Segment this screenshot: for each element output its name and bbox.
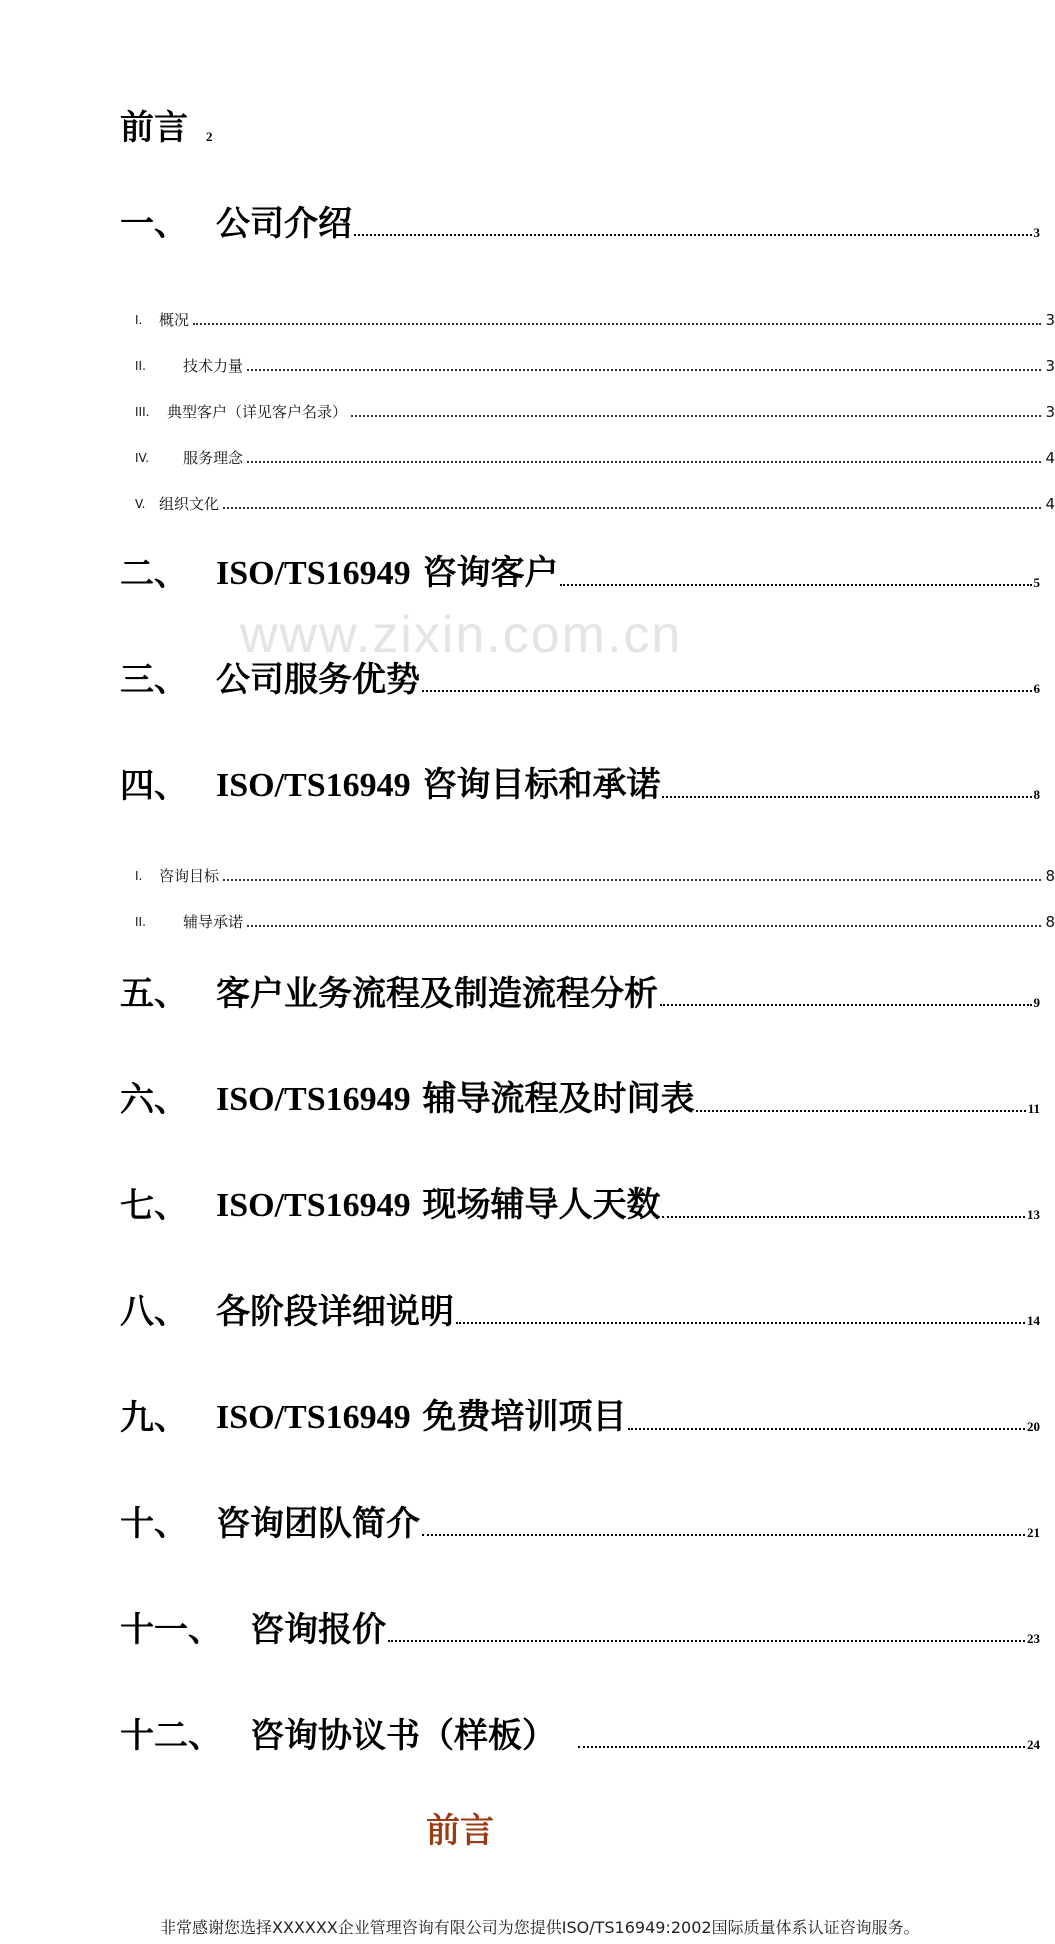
toc-section-number: 九、 xyxy=(120,1398,188,1438)
toc-entry-section-9[interactable] xyxy=(120,1390,1040,1438)
toc-title-cjk: 免费培训项目 xyxy=(422,1397,627,1437)
toc-page-number: 23 xyxy=(1027,1631,1040,1646)
toc-entry-section-3[interactable] xyxy=(120,652,1040,700)
watermark: www.zixin.com.cn xyxy=(240,606,683,664)
toc-section-number: 一、 xyxy=(120,204,188,244)
toc-entry-section-6[interactable] xyxy=(120,1072,1040,1120)
toc-subentry[interactable] xyxy=(135,400,1055,422)
toc-section-title xyxy=(216,1397,626,1438)
toc-subentry-title: 技术力量 xyxy=(183,357,244,375)
toc-section-number: 五、 xyxy=(120,974,188,1014)
toc-page-number: 3 xyxy=(1045,403,1055,421)
roman-numeral: V. xyxy=(135,497,146,511)
toc-section-title xyxy=(216,553,558,594)
toc-entry-section-4[interactable] xyxy=(120,758,1040,806)
roman-numeral: I. xyxy=(135,869,143,883)
preface-heading: 前言 xyxy=(426,1811,494,1851)
dot-leader xyxy=(351,415,1041,417)
dot-leader xyxy=(696,1110,1025,1112)
toc-entry-section-8[interactable] xyxy=(120,1284,1040,1332)
toc-section-title: 咨询报价 xyxy=(250,1610,386,1650)
toc-section-title: 咨询团队简介 xyxy=(216,1504,420,1544)
toc-page-number: 5 xyxy=(1033,575,1040,590)
dot-leader xyxy=(628,1428,1025,1430)
roman-numeral: II. xyxy=(135,359,146,373)
toc-page-number: 3 xyxy=(1045,357,1055,375)
toc-subentry[interactable] xyxy=(135,354,1055,376)
dot-leader xyxy=(660,1004,1032,1006)
toc-entry-section-5[interactable] xyxy=(120,966,1040,1014)
toc-page-number: 4 xyxy=(1045,495,1055,513)
toc-subentry-title: 辅导承诺 xyxy=(183,913,244,931)
toc-entry-preface[interactable] xyxy=(120,100,1040,148)
toc-page-number: 21 xyxy=(1027,1525,1040,1540)
dot-leader xyxy=(193,323,1041,325)
dot-leader xyxy=(422,690,1032,692)
toc-entry-title: 前言 xyxy=(120,108,188,148)
roman-numeral: IV. xyxy=(135,451,150,465)
dot-leader xyxy=(223,879,1041,881)
toc-section-number: 七、 xyxy=(120,1186,188,1226)
roman-numeral: III. xyxy=(135,405,150,419)
toc-title-cjk: 现场辅导人天数 xyxy=(422,1185,661,1225)
dot-leader xyxy=(247,461,1041,463)
dot-leader xyxy=(662,1216,1025,1218)
toc-title-cjk: 咨询目标和承诺 xyxy=(422,765,661,805)
toc-entry-section-7[interactable] xyxy=(120,1178,1040,1226)
toc-entry-section-2[interactable] xyxy=(120,546,1040,594)
toc-section-number: 六、 xyxy=(120,1080,188,1120)
toc-title-cjk: 咨询客户 xyxy=(422,553,559,593)
dot-leader xyxy=(456,1322,1025,1324)
toc-entry-section-11[interactable] xyxy=(120,1602,1040,1650)
toc-title-latin: ISO/TS16949 xyxy=(216,1187,411,1224)
toc-section-title: 公司介绍 xyxy=(216,204,352,244)
dot-leader xyxy=(578,1746,1025,1748)
toc-page-number: 8 xyxy=(1033,787,1040,802)
toc-title-latin: ISO/TS16949 xyxy=(216,767,411,804)
dot-leader xyxy=(247,925,1041,927)
toc-section-number: 十一、 xyxy=(120,1610,222,1650)
toc-subentry[interactable] xyxy=(135,308,1055,330)
dot-leader xyxy=(354,234,1032,236)
toc-subentry[interactable] xyxy=(135,910,1055,932)
toc-title-latin: ISO/TS16949 xyxy=(216,1399,411,1436)
toc-section-number: 四、 xyxy=(120,766,188,806)
dot-leader xyxy=(560,584,1031,586)
toc-title-latin: ISO/TS16949 xyxy=(216,1081,411,1118)
toc-page-number: 3 xyxy=(1045,311,1055,329)
toc-subentry-title: 概况 xyxy=(159,311,190,329)
roman-numeral: II. xyxy=(135,915,146,929)
toc-page-number: 4 xyxy=(1045,449,1055,467)
dot-leader xyxy=(388,1640,1025,1642)
toc-page-number: 9 xyxy=(1033,995,1040,1010)
toc-section-number: 三、 xyxy=(120,660,188,700)
toc-section-title: 各阶段详细说明 xyxy=(216,1292,454,1332)
toc-page-number: 24 xyxy=(1027,1737,1040,1752)
toc-section-number: 十、 xyxy=(120,1504,188,1544)
toc-entry-section-10[interactable] xyxy=(120,1496,1040,1544)
toc-section-number: 十二、 xyxy=(120,1716,222,1756)
toc-subentry[interactable] xyxy=(135,864,1055,886)
toc-title-cjk: 辅导流程及时间表 xyxy=(422,1079,695,1119)
dot-leader xyxy=(422,1534,1025,1536)
toc-section-title xyxy=(216,1079,694,1120)
toc-subentry-title: 服务理念 xyxy=(183,449,244,467)
toc-page-number: 6 xyxy=(1033,681,1040,696)
preface-paragraph xyxy=(120,1912,1040,1944)
preface-paragraph-text: 非常感谢您选择XXXXXX企业管理咨询有限公司为您提供ISO/TS16949:2002国际质量体系认证咨询服务。 xyxy=(160,1918,920,1937)
toc-section-title: 客户业务流程及制造流程分析 xyxy=(216,974,658,1014)
toc-subentry-title: 咨询目标 xyxy=(159,867,220,885)
dot-leader xyxy=(662,796,1031,798)
dot-leader xyxy=(223,507,1041,509)
toc-page-number: 20 xyxy=(1027,1419,1040,1434)
toc-section-title xyxy=(216,765,660,806)
toc-page-number: 8 xyxy=(1045,913,1055,931)
toc-page-number: 11 xyxy=(1027,1101,1040,1116)
toc-entry-section-1[interactable] xyxy=(120,196,1040,244)
toc-subentry-title: 组织文化 xyxy=(159,495,220,513)
toc-entry-section-12[interactable] xyxy=(120,1708,1040,1756)
toc-page-number: 8 xyxy=(1045,867,1055,885)
dot-leader xyxy=(247,369,1041,371)
toc-subentry-title: 典型客户（详见客户名录） xyxy=(167,403,348,421)
toc-page-number: 3 xyxy=(1033,225,1040,240)
toc-section-title xyxy=(216,1185,660,1226)
toc-subentry[interactable] xyxy=(135,446,1055,468)
toc-title-latin: ISO/TS16949 xyxy=(216,555,411,592)
toc-section-number: 八、 xyxy=(120,1292,188,1332)
toc-section-title: 公司服务优势 xyxy=(216,660,420,700)
toc-page-number: 14 xyxy=(1027,1313,1040,1328)
toc-entry-page: 2 xyxy=(206,129,213,144)
toc-subentry[interactable] xyxy=(135,492,1055,514)
roman-numeral: I. xyxy=(135,313,143,327)
toc-section-number: 二、 xyxy=(120,554,188,594)
toc-page-number: 13 xyxy=(1027,1207,1040,1222)
toc-section-title: 咨询协议书（样板） xyxy=(250,1716,556,1756)
